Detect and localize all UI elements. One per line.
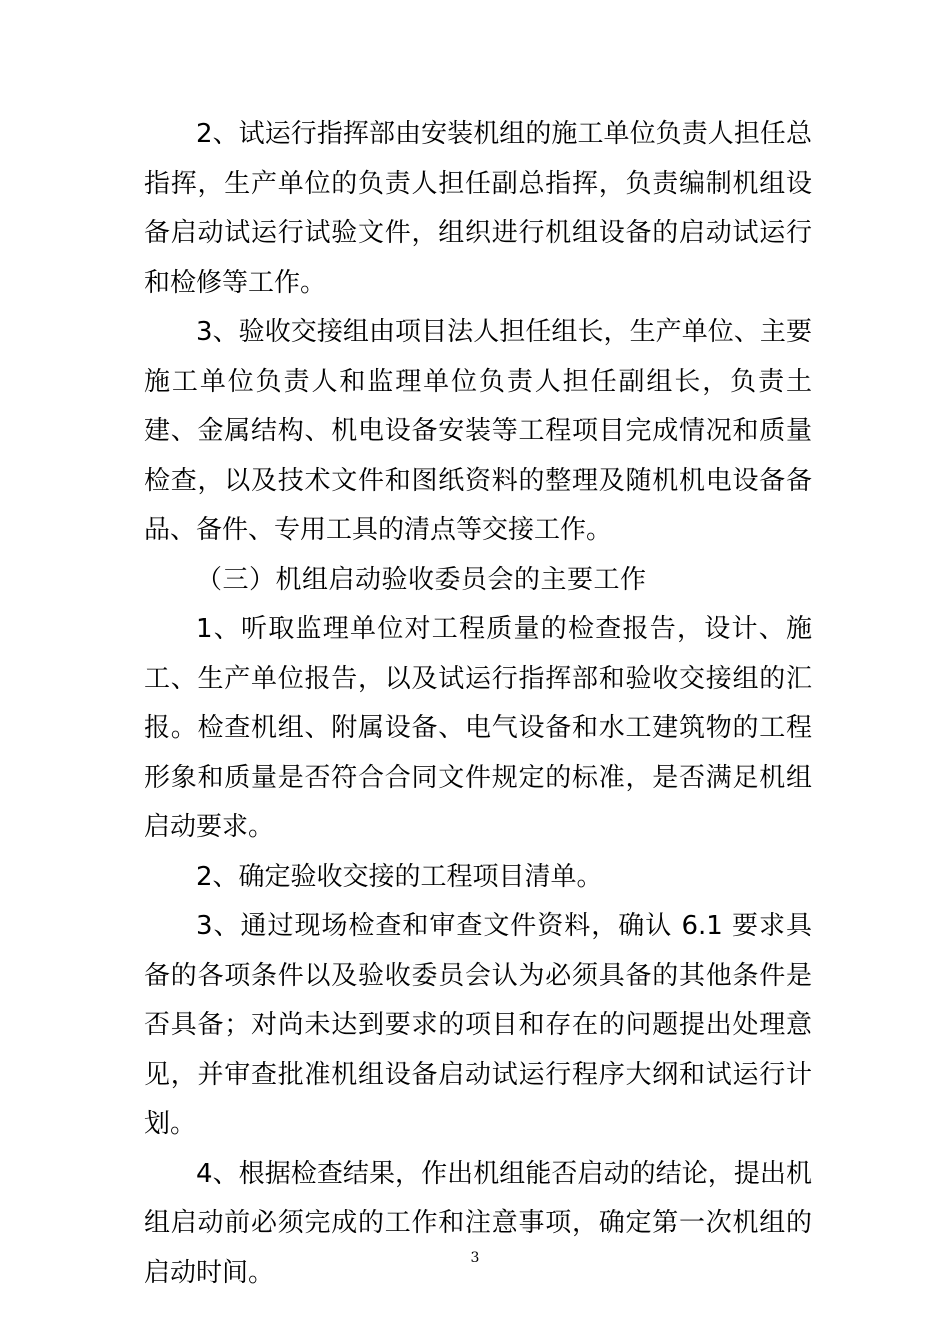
paragraph-inspect-conditions: 3、通过现场检查和审查文件资料，确认 6.1 要求具备的各项条件以及验收委员会认为必须具备的其他条件是否具备；对尚未达到要求的项目和存在的问题提出处理意见，并审查批准机组设备启动试运行程序大纲和试运行计划。 xyxy=(144,911,812,1139)
paragraph-hear-reports: 1、听取监理单位对工程质量的检查报告，设计、施工、生产单位报告，以及试运行指挥部和验收交接组的汇报。检查机组、附属设备、电气设备和水工建筑物的工程形象和质量是否符合合同文件规定的标准，是否满足机组启动要求。 xyxy=(144,614,812,842)
paragraph-confirm-project-list: 2、确定验收交接的工程项目清单。 xyxy=(196,861,603,892)
section-heading-committee-work: （三）机组启动验收委员会的主要工作 xyxy=(196,564,647,595)
document-body xyxy=(144,110,812,1298)
paragraph-startup-conclusion: 4、根据检查结果，作出机组能否启动的结论，提出机组启动前必须完成的工作和注意事项，确定第一次机组的启动时间。 xyxy=(144,1158,812,1288)
page-number: 3 xyxy=(470,1250,480,1266)
paragraph-trial-run-command: 2、试运行指挥部由安装机组的施工单位负责人担任总指挥，生产单位的负责人担任副总指挥，负责编制机组设备启动试运行试验文件，组织进行机组设备的启动试运行和检修等工作。 xyxy=(144,119,812,298)
paragraph-acceptance-handover-group: 3、验收交接组由项目法人担任组长，生产单位、主要施工单位负责人和监理单位负责人担任副组长，负责土建、金属结构、机电设备安装等工程项目完成情况和质量检查，以及技术文件和图纸资料的整理及随机机电设备备品、备件、专用工具的清点等交接工作。 xyxy=(144,317,812,545)
